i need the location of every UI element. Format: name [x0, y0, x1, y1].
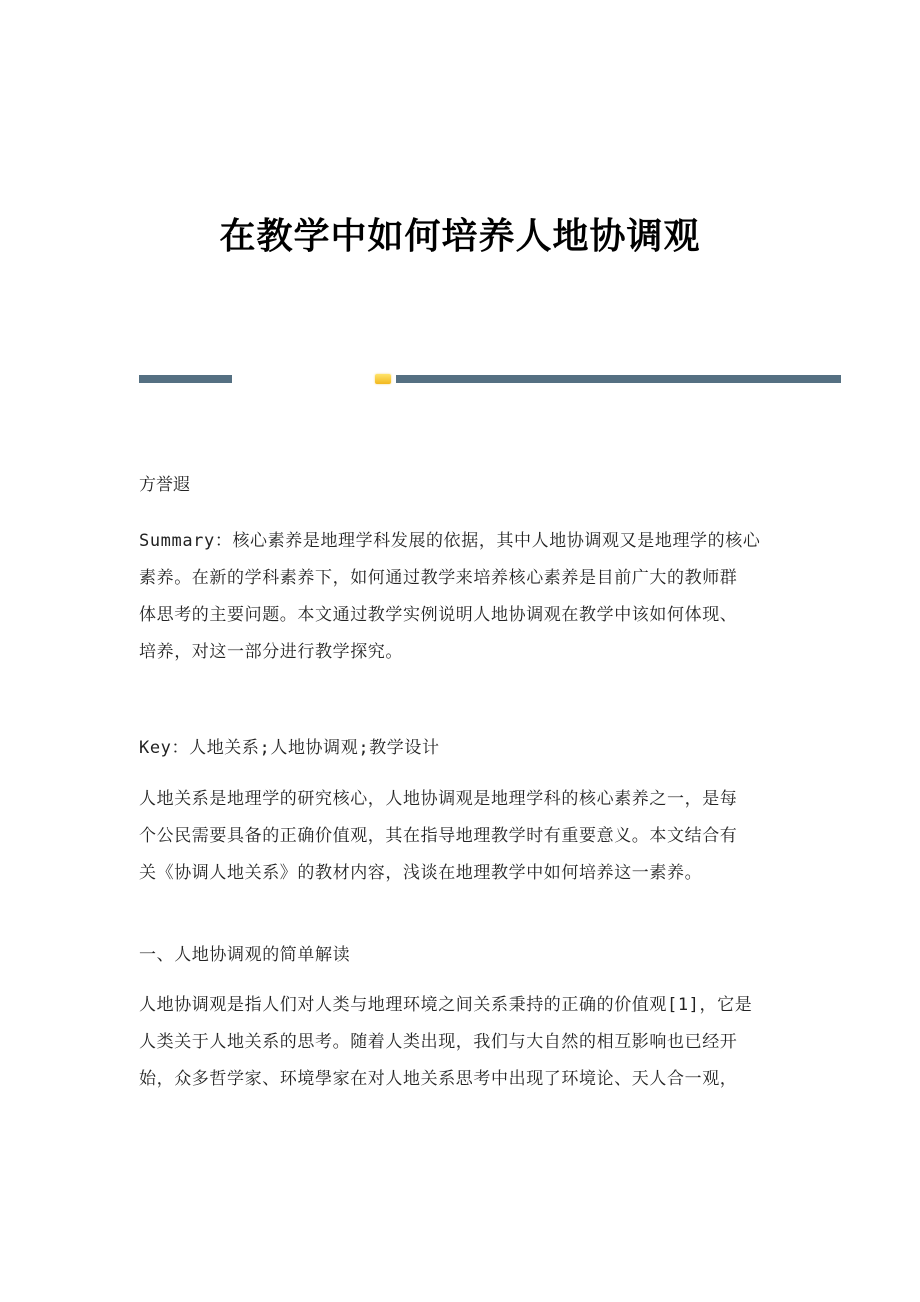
intro-line: 关《协调人地关系》的教材内容，浅谈在地理教学中如何培养这一素养。: [139, 863, 703, 883]
document-title: 在教学中如何培养人地协调观: [219, 215, 701, 257]
divider-bar-left: [139, 375, 232, 383]
section1-body: [139, 987, 789, 1098]
summary-line: Summary：核心素养是地理学科发展的依据，其中人地协调观又是地理学的核心: [139, 531, 761, 551]
intro-line: 个公民需要具备的正确价值观，其在指导地理教学时有重要意义。本文结合有: [139, 826, 738, 846]
section1-heading: [139, 937, 789, 974]
divider-bar-right: [396, 375, 841, 383]
summary-line: 素养。在新的学科素养下，如何通过教学来培养核心素养是目前广大的教师群: [139, 568, 738, 588]
body-line: 始，众多哲学家、环境學家在对人地关系思考中出现了环境论、天人合一观，: [139, 1069, 738, 1089]
intro-paragraph: [139, 781, 789, 892]
intro-line: 人地关系是地理学的研究核心，人地协调观是地理学科的核心素养之一，是每: [139, 789, 738, 809]
divider-ornament-icon: [375, 374, 391, 384]
summary-line: 培养，对这一部分进行教学探究。: [139, 642, 403, 662]
summary-line: 体思考的主要问题。本文通过教学实例说明人地协调观在教学中该如何体现、: [139, 605, 738, 625]
body-line: 人地协调观是指人们对人类与地理环境之间关系秉持的正确的价值观[1]，它是: [139, 995, 753, 1015]
keywords-paragraph: [139, 730, 789, 767]
summary-paragraph: [139, 523, 789, 671]
keywords-line: Key：人地关系;人地协调观;教学设计: [139, 738, 440, 758]
section-heading-text: 一、人地协调观的简单解读: [139, 945, 351, 965]
author-name: 方誉遐: [139, 475, 190, 495]
title-divider: [139, 375, 841, 383]
body-line: 人类关于人地关系的思考。随着人类出现，我们与大自然的相互影响也已经开: [139, 1032, 738, 1052]
